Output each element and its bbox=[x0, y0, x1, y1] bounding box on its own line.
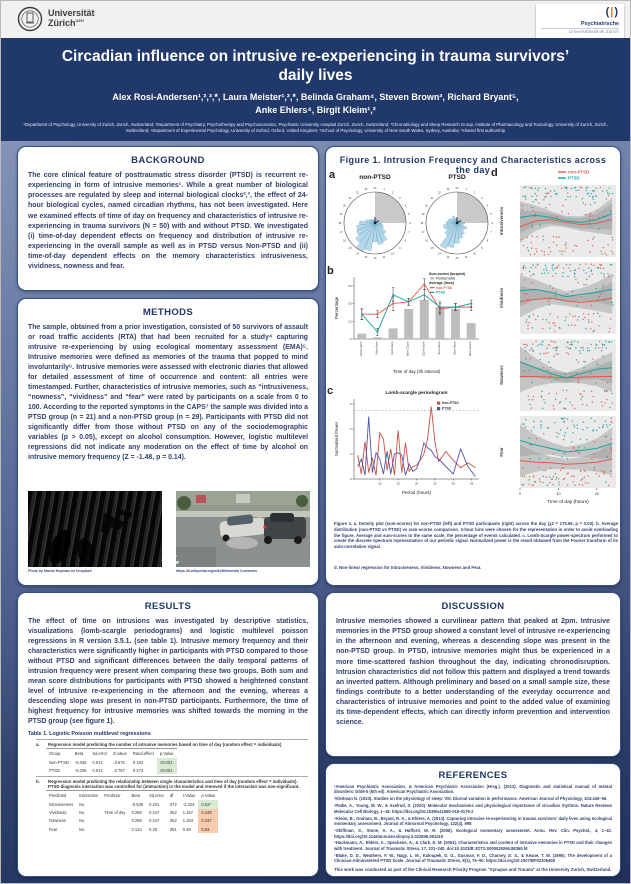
reference-item: ⁵Shiffman, S., Stone, A. A., & Hufford, M. R. (2008). Ecological momentary assessment. Annu. Rev. Clin. Psychol., 4, 1–32. https://doi.org/10.1146/annurev.clinpsy.3.022806.091415 bbox=[334, 828, 612, 839]
reference-item: ¹American Psychiatric Association, & American Psychiatric Association (Hrsg.). (2013). Diagnostic and statistical manual of mental disorders: DSM-5 (5th ed). American Psychiatric Association. bbox=[334, 784, 612, 795]
regression-table: Group Beta Sd.error Z-value Rand.effect p-Value Non-PTSD -0.046 0.013 -3.676 0.192 <0.001 PTSD -0.035 0.013 -2.757 0.273 <0.001 bbox=[46, 748, 177, 774]
svg-text:20: 20 bbox=[343, 204, 346, 208]
acknowledgment: This work was conducted as part of the Clinical Research Priority Program “Synapse and Trauma” at the University Zurich, Switzerland. bbox=[334, 866, 612, 872]
svg-text:3: 3 bbox=[481, 197, 483, 201]
car-accident-overlay-icon bbox=[176, 491, 310, 567]
uzh-logo bbox=[17, 6, 95, 32]
figure-caption: Figure 1. a. Density plot (sum-scores) for non-PTSD (left) and PTSD participants (right) across the day (χ2 = 175.56, p = 0.03). b. Average distribution (non-PTSD vs PTSD) vs sum-scores comparison. 3-hour bins were chosen for the representation in order to avoid overloading the figure. Average and sum-scores to the same scale, the percentage of events calculated. c. Lomb-Scargle power-spectrum performed to create the discrete spectrum representation of our periodic signal. Normalized power is the result obtained from the Fourier transform of its auto-correlation signal. bbox=[334, 521, 618, 549]
svg-text:3am-6am: 3am-6am bbox=[374, 341, 379, 355]
svg-text:14: 14 bbox=[437, 252, 441, 256]
methods-box bbox=[17, 298, 319, 586]
reference-item: ⁷Blake, D. D., Weathers, F. W., Nagy, L. M., Kaloupek, D. G., Gusman, F. D., Charney, D. S., & Keane, T. M. (1995). The development of a Clinician-Administered PTSD Scale. Journal of Traumatic Stress, 8(1), 75–90. https://doi.org/10.1007/BF02105408 bbox=[334, 852, 612, 864]
table-part-desc: b. Regression model predicting the relationship between single characteristics and time of day (random effect = individuals). PTSD diagnosis interaction was controlled for (interaction) in the model and removed if the interaction was non-significant. bbox=[36, 776, 308, 789]
svg-text:Time of day (hours): Time of day (hours) bbox=[547, 500, 589, 505]
svg-text:10: 10 bbox=[391, 252, 395, 256]
svg-text:4: 4 bbox=[486, 204, 489, 208]
svg-text:18: 18 bbox=[420, 222, 424, 225]
reference-item: ⁶Hackmann, A., Ehlers, A., Speckens, A., & Clark, D. M. (2004). Characteristics and content of intrusive memories in PTSD and their changes with treatment. Journal of Traumatic Stress, 17, 231–240. doi:10.1023/B:JOTS.0000029266.88369.fd bbox=[334, 840, 612, 851]
background-text: The core clinical feature of posttraumatic stress disorder (PTSD) is recurrent re-experiencing in form of intrusive memories¹. While a great number of biological processes are regulated by sleep and internal biological clocks²,³, the effect of 24-hour biological cycles, named circadian rhythms, has not been investigated. Here we examined effects of time of day on frequency and characteristics of intrusive re-experiencing in trauma survivors (N = 50) with and without PTSD. We investigated (i) time-of-day dependent effects on frequency and distribution of intrusive re-experiencing in the overall sample as well as in PTSD versus Non-PTSD and (ii) time-of-day dependent effects on the memory characteristics intrusiveness, vividness, nowness and fear. bbox=[28, 172, 308, 271]
svg-text:1: 1 bbox=[383, 187, 385, 191]
svg-text:5: 5 bbox=[490, 212, 492, 216]
uzh-logo-text: Universität Zürich$^{UZH}$ bbox=[48, 8, 95, 28]
discussion-box bbox=[325, 592, 621, 757]
puk-logo-line2: Universitätsklinik Zürich bbox=[541, 28, 619, 35]
svg-text:Lomb-scargle periodogram: Lomb-scargle periodogram bbox=[385, 391, 448, 396]
figure-heading: Figure 1. Intrusion Frequency and Characteristics across the day bbox=[339, 155, 607, 175]
svg-text:20: 20 bbox=[425, 204, 428, 208]
svg-text:Average (lines): Average (lines) bbox=[429, 281, 454, 285]
svg-text:12pm-3pm: 12pm-3pm bbox=[421, 341, 426, 357]
svg-text:6: 6 bbox=[409, 222, 411, 225]
table-row: PTSD -0.035 0.013 -2.757 0.273 <0.001 bbox=[46, 766, 177, 774]
svg-text:20: 20 bbox=[348, 301, 352, 306]
svg-text:9: 9 bbox=[399, 246, 401, 250]
discussion-text: Intrusive memories showed a curvilinear pattern that peaked at 2pm. Intrusive memories in the PTSD group showed a constant level of intrusive re-experiencing in the afternoon and evening, whereas a descending slope was present in the non-PTSD group. In PTSD, intrusive memories might thus be experienced in a more time-scattered fashion throughout the day, indicating chronodisruption. Intrusion characteristics did not follow this pattern and displayed a trend towards an inverted pattern. Although preliminary and based on a small sample size, these findings contribute to a better understanding of the everyday occurrence and characteristics of intrusive memories and point to the added value of examining its time-dependent effects, which can directly inform prevention and intervention science. bbox=[336, 618, 610, 727]
gun-shadow-photo bbox=[28, 491, 162, 567]
references-box bbox=[325, 763, 621, 877]
top-band bbox=[1, 1, 630, 39]
table-row: Nowness No 0.295 0.247 362 1.183 0.237 bbox=[46, 817, 218, 825]
svg-text:Nowness: Nowness bbox=[499, 365, 504, 385]
svg-text:non-PTSD: non-PTSD bbox=[359, 174, 391, 181]
results-box bbox=[17, 592, 319, 877]
svg-text:0: 0 bbox=[349, 337, 352, 341]
puk-mark-icon: (|) bbox=[605, 6, 619, 18]
svg-text:Non-PTSD: Non-PTSD bbox=[442, 401, 459, 406]
title-band bbox=[1, 38, 630, 141]
svg-text:7: 7 bbox=[408, 231, 410, 235]
svg-text:9am-12pm: 9am-12pm bbox=[405, 341, 410, 357]
svg-text:30: 30 bbox=[451, 481, 455, 486]
svg-text:20: 20 bbox=[594, 491, 600, 496]
svg-text:16: 16 bbox=[425, 239, 428, 243]
svg-text:22: 22 bbox=[437, 191, 441, 195]
svg-text:Period (hours): Period (hours) bbox=[401, 490, 432, 495]
svg-text:22: 22 bbox=[355, 191, 359, 195]
photo-caption-left: Photo by Maxim Hopman on Unsplash bbox=[28, 569, 92, 573]
reference-item: ³Patke, A., Young, M. W., & Axelrod, S. (2020). Molecular mechanisms and physiological importance of circadian rhythms. Nature Reviews Molecular Cell Biology, 1–18. https://doi.org/10.1038/s41580-019-0179-2 bbox=[334, 803, 612, 814]
svg-text:15: 15 bbox=[396, 481, 400, 486]
reference-item: ²Kleitman N. (1933). Studies on the physiology of sleep: VIII. Diurnal variation in performance. American Journal of Physiology, 104:449–56. bbox=[334, 796, 608, 802]
authors: Alex Rosi-Andersen¹,²,³,*, Laura Meister¹,²,*, Belinda Graham⁴, Steven Brown³, Richard Bryant⁵, Anke Ehlers⁴, Birgit Kleim¹,² bbox=[112, 91, 519, 116]
svg-text:2: 2 bbox=[473, 191, 476, 195]
svg-text:18: 18 bbox=[338, 222, 342, 225]
table-row: Vividness No Time of day 0.286 0.247 362 1.157 0.248 bbox=[46, 809, 218, 817]
svg-text:9: 9 bbox=[481, 246, 483, 250]
svg-text:8: 8 bbox=[486, 239, 489, 243]
methods-photos bbox=[28, 491, 310, 573]
poster-title: Circadian influence on intrusive re-experiencing in trauma survivors’ daily lives bbox=[61, 48, 570, 85]
svg-text:12: 12 bbox=[373, 257, 377, 261]
svg-text:4: 4 bbox=[404, 204, 407, 208]
svg-text:6pm-9pm: 6pm-9pm bbox=[452, 341, 457, 355]
svg-text:10: 10 bbox=[556, 491, 561, 496]
svg-text:0: 0 bbox=[518, 491, 522, 496]
figure-box bbox=[325, 146, 621, 586]
periodogram-chart bbox=[333, 387, 485, 513]
methods-heading: METHODS bbox=[142, 307, 194, 318]
svg-text:13: 13 bbox=[446, 256, 450, 260]
svg-text:PTSD: PTSD bbox=[442, 406, 452, 411]
regression-table: Predicted Interaction Predictor Beta Sd.error df t-Value p-Value Intrusiveness No -0.536 0.231 372 -2.323 0.02* Vividness No Time of day 0.286 0.247 362 1.157 0.248 Nowness No 0.295 0.247 362 1.183 0.237 Fear No 0.134 0.28 351 0.48 0.63 bbox=[46, 790, 218, 833]
distribution-bar-chart bbox=[333, 269, 485, 381]
results-heading: RESULTS bbox=[144, 601, 192, 612]
svg-text:7: 7 bbox=[490, 231, 492, 235]
uzh-seal-icon bbox=[17, 6, 43, 32]
svg-text:Time of day (3h interval): Time of day (3h interval) bbox=[392, 369, 441, 374]
table-title: Table 1. Logistic Poisson multilevel regressions bbox=[28, 731, 151, 737]
references-heading: REFERENCES bbox=[438, 770, 508, 781]
rose-plot-ptsd bbox=[417, 171, 497, 265]
results-text: The effect of time on intrusions was investigated by descriptive statistics, visualizations (lomb-scargle periodograms) and logistic multilevel poisson regressions in R version 3.5.1. (see table 1). Intrusive memory frequency and their characteristics were significantly higher in participants with PTSD compared to those without PTSD and significant differences between the daily temporal patterns of intrusion frequency were present when comparing these two groups. Both sum and mean score distributions for participants with PTSD showed a heightened constant level of intrusive re-experiencing in the afternoon and the evening, whereas a descending slope was present in non-PTSD participants. Furthermore, the time of highest frequency for intrusive memories was shifted towards the morning in the PTSD group (see figure 1). bbox=[28, 618, 308, 725]
svg-text:20: 20 bbox=[414, 481, 419, 486]
svg-text:12am-3am: 12am-3am bbox=[358, 341, 363, 357]
svg-text:Percentage: Percentage bbox=[334, 296, 339, 320]
svg-text:35: 35 bbox=[469, 481, 474, 486]
affiliations: ¹Department of Psychology, University of Zurich, Zurich, Switzerland; ²Department of Psychiatry, Psychotherapy and Psychosomatics, Psychiatric University Hospital Zurich, Zurich, Switzerland; ³Chronobiology and Sleep Research Group, Institute of Pharmacology and Toxicology, University of Zurich, Zurich, Switzerland; ⁴Department of Experimental Psychology, University of Oxford, Oxford, United Kingdom; ⁵School of Psychology, University of New South Wales, Sydney, Australia; *shared first authorship bbox=[23, 121, 608, 133]
discussion-heading: DISCUSSION bbox=[441, 601, 505, 612]
table-row: Fear No 0.134 0.28 351 0.48 0.63 bbox=[46, 825, 218, 833]
svg-text:16: 16 bbox=[343, 239, 346, 243]
svg-text:Intrusiveness: Intrusiveness bbox=[499, 206, 504, 236]
svg-text:21: 21 bbox=[348, 197, 352, 201]
svg-text:15: 15 bbox=[348, 246, 352, 250]
svg-text:1: 1 bbox=[465, 187, 467, 191]
svg-text:3: 3 bbox=[399, 197, 401, 201]
panel-letter-d: d bbox=[491, 167, 498, 179]
svg-text:Vividness: Vividness bbox=[499, 287, 504, 309]
reference-list bbox=[326, 784, 620, 864]
svg-text:Sum-scores (boxplot): Sum-scores (boxplot) bbox=[429, 272, 465, 276]
svg-text:PTSD: PTSD bbox=[448, 174, 466, 181]
svg-text:25: 25 bbox=[433, 481, 437, 486]
svg-text:non-PTSD: non-PTSD bbox=[568, 169, 590, 175]
svg-text:19: 19 bbox=[421, 212, 425, 216]
table-part-desc: a. Regression model predicting the number of intrusive memories based on time of day (random effect = individuals) bbox=[36, 739, 308, 747]
svg-text:2: 2 bbox=[391, 191, 394, 195]
svg-text:17: 17 bbox=[339, 231, 343, 235]
table-1 bbox=[28, 731, 308, 833]
svg-text:21: 21 bbox=[430, 197, 434, 201]
photo-caption-right: https://it.wikipedia.org/wiki/Wikimedia Commons bbox=[176, 569, 258, 573]
svg-text:Fear: Fear bbox=[499, 447, 504, 457]
background-heading: BACKGROUND bbox=[131, 155, 205, 166]
reference-item: ⁴Kleim, B., Graham, B., Bryant, R. A., & Ehlers, A. (2013). Capturing intrusive re-experiencing in trauma survivors’ daily lives using ecological momentary assessment. Journal of Abnormal Psychology, 122(4), 998 bbox=[334, 815, 612, 827]
svg-text:13: 13 bbox=[364, 256, 368, 260]
svg-text:6am-9am: 6am-9am bbox=[390, 341, 395, 355]
svg-text:non-PTSD: non-PTSD bbox=[436, 285, 453, 290]
gun-shadow-overlay-icon bbox=[28, 491, 162, 567]
background-box bbox=[17, 146, 319, 291]
svg-text:Normalized Power: Normalized Power bbox=[334, 421, 339, 457]
svg-text:23: 23 bbox=[364, 187, 368, 191]
svg-text:8: 8 bbox=[404, 239, 407, 243]
svg-text:14: 14 bbox=[355, 252, 359, 256]
svg-text:24: 24 bbox=[373, 186, 377, 190]
svg-text:11: 11 bbox=[382, 256, 386, 260]
panel-letter-b: b bbox=[327, 265, 334, 277]
svg-text:19: 19 bbox=[339, 212, 343, 216]
svg-text:15: 15 bbox=[430, 246, 434, 250]
svg-text:5: 5 bbox=[408, 212, 410, 216]
svg-text:6: 6 bbox=[349, 402, 352, 406]
svg-text:2: 2 bbox=[349, 452, 352, 456]
svg-text:PTSD: PTSD bbox=[436, 290, 446, 295]
rose-plot-nonptsd bbox=[335, 171, 415, 265]
svg-text:0: 0 bbox=[349, 477, 352, 481]
svg-text:Pooled data: Pooled data bbox=[436, 276, 456, 281]
svg-text:12: 12 bbox=[455, 257, 459, 261]
svg-text:3pm-6pm: 3pm-6pm bbox=[436, 341, 441, 355]
methods-text: The sample, obtained from a prior investigation, consisted of 50 survivors of assault or road traffic accidents (RTA) that had been recruited for a study⁴ capturing intrusive re-experiencing by using ecological momentary assessment (EMA)⁵. Intrusive memories were defined as memories of the trauma that popped to mind involuntarily⁶. Intrusive memories were assessed with electronic diaries that allowed for detailed assessment of time of occurrence and content: all entries were timestamped. Further, characteristics of intrusive memories, such as “intrusiveness, “nowness”, “vividness” and “fear” were rated by participants on a scale from 0 to 100. According to the reported symptoms in the CAPS⁷ the sample was divided into a PTSD group (n = 21) and a non-PTSD group (n = 29). Participants with PTSD did not significantly differ from those without PTSD on any of the sociodemographic variables (p > 0.05), except on alcohol consumption. However, logistic multilevel regressions did not indicate any moderation on the effect of time by alcohol on intrusive memory frequency (Z = -1.48, p = 0.14). bbox=[28, 324, 308, 461]
svg-text:6: 6 bbox=[491, 222, 493, 225]
panel-letter-c: c bbox=[327, 385, 334, 397]
svg-text:11: 11 bbox=[464, 256, 468, 260]
svg-text:10: 10 bbox=[473, 252, 477, 256]
svg-text:10: 10 bbox=[348, 319, 352, 324]
figure-caption-d: d. Non-linear regression for Intrusiveness, Vividness, Nowness and Fear. bbox=[334, 565, 482, 571]
svg-text:23: 23 bbox=[446, 187, 450, 191]
svg-text:PTSD: PTSD bbox=[568, 175, 580, 181]
car-accident-photo bbox=[176, 491, 310, 567]
svg-text:10: 10 bbox=[378, 481, 382, 486]
table-row: Intrusiveness No -0.536 0.231 372 -2.323 0.02* bbox=[46, 800, 218, 809]
svg-text:9pm-12am: 9pm-12am bbox=[468, 341, 473, 357]
svg-text:30: 30 bbox=[348, 283, 352, 288]
svg-text:4: 4 bbox=[349, 427, 352, 431]
svg-text:24: 24 bbox=[455, 186, 459, 190]
panel-letter-a: a bbox=[329, 169, 336, 181]
characteristics-scatter-chart bbox=[494, 167, 620, 507]
puk-logo-line1: Psychiatrische bbox=[580, 21, 619, 27]
table-row: Non-PTSD -0.046 0.013 -3.676 0.192 <0.001 bbox=[46, 758, 177, 767]
svg-text:17: 17 bbox=[421, 231, 425, 235]
